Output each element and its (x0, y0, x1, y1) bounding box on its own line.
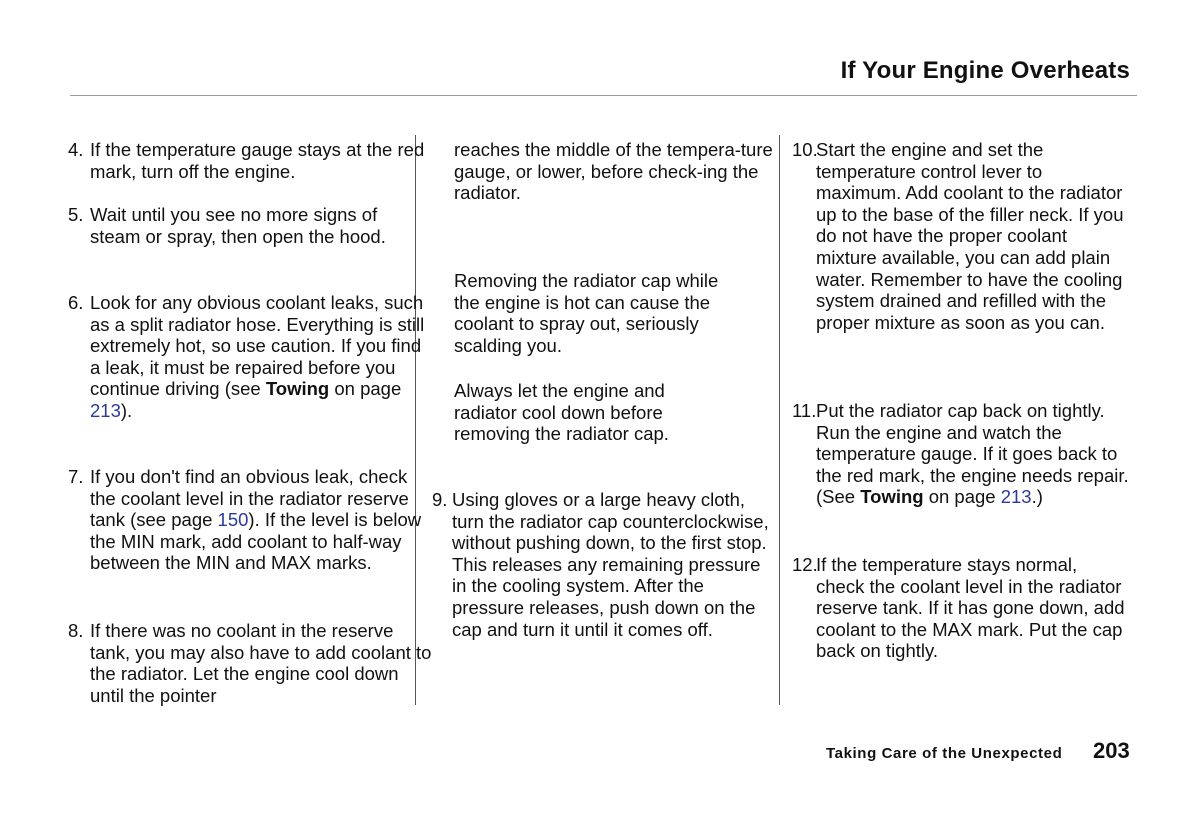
step-4 (68, 139, 432, 182)
warning-scalding: Removing the radiator cap while the engine is hot can cause the coolant to spray out, seriously scalding you. (454, 270, 719, 356)
warning-cool-down: Always let the engine and radiator cool down before removing the radiator cap. (454, 380, 669, 445)
step-text: If you don't find an obvious leak, check the coolant level in the radiator reserve tank (see page (90, 466, 409, 531)
step-text: Wait until you see no more signs of steam or spray, then open the hood. (90, 204, 386, 247)
step-number: 12. (792, 554, 818, 575)
step-text: Look for any obvious coolant leaks, such as a split radiator hose. Everything is still extremely hot, so use caution. If you find a leak, it must be repaired before you continue driving (see (90, 292, 425, 400)
page-number: 203 (1093, 738, 1130, 763)
step-text: If the temperature gauge stays at the red mark, turn off the engine. (90, 139, 425, 182)
towing-reference: Towing (265, 378, 330, 400)
page-link-213[interactable]: 213 (90, 399, 121, 421)
step-text: ). If the level is below the MIN mark, add coolant to half-way between the MIN and MAX marks. (90, 509, 422, 574)
step-text: on page (923, 486, 1001, 508)
step-text: ). (120, 399, 133, 421)
step-number: 6. (68, 292, 84, 313)
step-5 (68, 204, 410, 247)
step-number: 11. (792, 400, 817, 421)
step-6 (68, 292, 432, 422)
step-8 (68, 620, 432, 706)
column-divider-right (779, 135, 780, 705)
step-number: 5. (68, 204, 84, 225)
page-link-150[interactable]: 150 (217, 509, 249, 531)
step-text: on page (329, 378, 402, 400)
step-8-continuation: reaches the middle of the tempera-ture gauge, or lower, before check-ing the radiator. (454, 139, 773, 204)
step-number: 4. (68, 139, 84, 160)
page-link-213[interactable]: 213 (1000, 486, 1032, 508)
step-7 (68, 466, 432, 574)
step-number: 9. (432, 489, 448, 510)
step-text: Using gloves or a large heavy cloth, turn the radiator cap counterclockwise, without pushing down, to the first stop. This releases any remaining pressure in the cooling system. After the pressure releases, push down on the cap and turn it until it comes off. (452, 489, 769, 640)
footer-section-title: Taking Care of the Unexpected (826, 745, 1063, 762)
step-12 (792, 554, 1130, 662)
step-text: If the temperature stays normal, check the coolant level in the radiator reserve tank. If it has gone down, add coolant to the MAX mark. Put the cap back on tightly. (816, 554, 1125, 662)
page-title: If Your Engine Overheats (840, 57, 1130, 84)
step-10 (792, 139, 1130, 333)
step-number: 10. (792, 139, 818, 160)
step-text: .) (1031, 486, 1043, 508)
header-rule (70, 95, 1137, 96)
step-9 (432, 489, 772, 640)
step-number: 8. (68, 620, 84, 641)
step-text: Put the radiator cap back on tightly. Run the engine and watch the temperature gauge. If it goes back to the red mark, the engine needs repair. (See (816, 400, 1129, 508)
step-11 (792, 400, 1130, 508)
towing-reference: Towing (860, 486, 924, 508)
step-number: 7. (68, 466, 84, 487)
step-text: If there was no coolant in the reserve tank, you may also have to add coolant to the radiator. Let the engine cool down until the pointer (90, 620, 432, 706)
step-text: Start the engine and set the temperature control lever to maximum. Add coolant to the radiator up to the base of the filler neck. If you do not have the proper coolant mixture available, you can add plain water. Remember to have the cooling system drained and refilled with the proper mixture as soon as you can. (816, 139, 1124, 333)
